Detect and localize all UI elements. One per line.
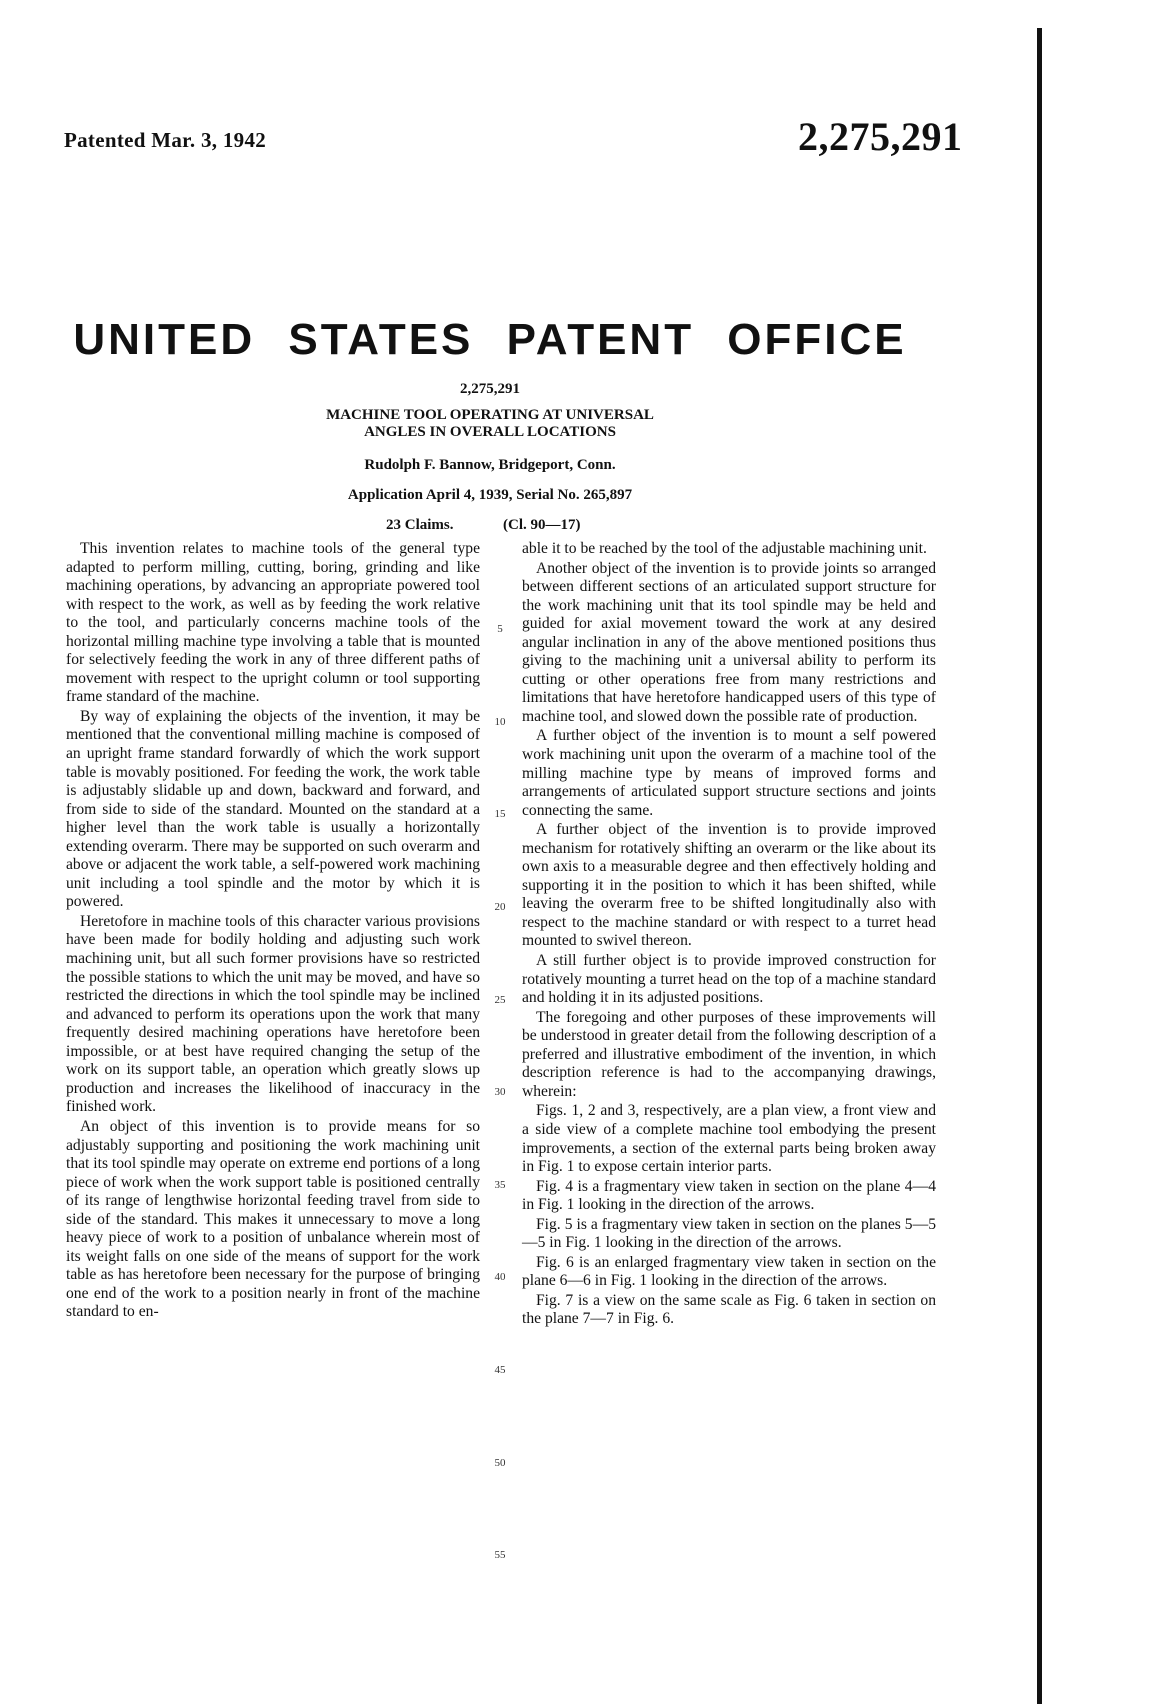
paragraph: This invention relates to machine tools of the general type adapted to perform milling, cutting, boring, grinding and like machining operations, by advancing an appropriate powered tool with respect to the work, as well as by feeding the work relative to the tool, and particularly concerns machine tools of the horizontal milling machine type involving a table that is mounted for selectively feeding the work in any of three different paths of movement with respect to the upright column or tool supporting frame standard of the machine. [66,540,480,706]
paragraph: Heretofore in machine tools of this character various provisions have been made for bodily holding and adjusting such work machining unit, but all such former provisions have so restricted the possible stations to which the unit may be moved, and have so restricted the directions in which the tool spindle may be inclined and advanced to perform its operations upon the work that many frequently desired machining operations have heretofore been impossible, or at best have required changing the setup of the work on its support table, an operation which greatly slows up production and increases the likelihood of inaccuracy in the finished work. [66,912,480,1116]
line-number: 25 [494,994,506,1006]
patent-title-line-1: MACHINE TOOL OPERATING AT UNIVERSAL [326,407,654,423]
patented-date: Patented Mar. 3, 1942 [64,128,267,152]
paragraph: The foregoing and other purposes of these improvements will be understood in greater detail from the following description of a preferred and illustrative embodiment of the invention, in which description reference is had to the accompanying drawings, wherein: [522,1008,936,1100]
classification: (Cl. 90—17) [503,517,581,533]
paragraph: A still further object is to provide improved construction for rotatively mounting a turret head on the top of a machine standard and holding it in its adjusted positions. [522,952,936,1007]
inventor: Rudolph F. Bannow, Bridgeport, Conn. [364,457,616,473]
page-edge-line [1037,28,1042,1704]
paragraph: An object of this invention is to provide means for so adjustably supporting and positioning the work machining unit that its tool spindle may operate on extreme end portions of a long piece of work when the work support table is positioned centrally of its range of lengthwise horizontal feeding travel from side to side of the standard. This makes it unnecessary to move a long heavy piece of work to a position of unbalance wherein most of its weight falls on one side of the means of support for the work table as has heretofore been necessary for the purpose of bringing one end of the work to a position nearly in front of the machine standard to en- [66,1117,481,1321]
line-number: 5 [497,623,503,635]
paragraph: Figs. 1, 2 and 3, respectively, are a plan view, a front view and a side view of a complete machine tool embodying the present improvements, a section of the external parts being broken away in Fig. 1 to expose certain interior parts. [522,1102,936,1176]
line-number: 20 [494,901,506,913]
paragraph: A further object of the invention is to mount a self powered work machining unit upon the overarm of a machine tool of the milling machine type by means of improved forms and arrangements of articulated support structure sections and joints connecting the same. [522,727,936,819]
right-column [522,540,936,1330]
left-column [66,540,480,1323]
paragraph: Fig. 4 is a fragmentary view taken in section on the plane 4—4 in Fig. 1 looking in the direction of the arrows. [522,1177,936,1214]
paragraph: Another object of the invention is to provide joints so arranged between different sections of an articulated support structure for the work machining unit that its tool spindle may be held and guided for axial movement toward the work at any desired angular inclination in any of the above mentioned positions thus giving to the machining unit a universal ability to perform its cutting or other operations free from many restrictions and limitations that have heretofore handicapped users of this type of machine tool, and slowed down the possible rate of production. [522,559,936,725]
office-title: UNITED STATES PATENT OFFICE [73,315,907,364]
paragraph: Fig. 7 is a view on the same scale as Fig. 6 taken in section on the plane 7—7 in Fig. 6. [522,1291,936,1328]
line-number: 15 [494,808,506,820]
line-number: 40 [494,1271,506,1283]
line-number: 35 [494,1179,506,1191]
line-number: 45 [494,1364,506,1376]
patent-title-line-2: ANGLES IN OVERALL LOCATIONS [364,424,616,440]
paragraph: By way of explaining the objects of the invention, it may be mentioned that the conventional milling machine is composed of an upright frame standard forwardly of which the work support table is movably positioned. For feeding the work, the work table is adjustably slidable up and down, backward and forward, and from side to side of the standard. Mounted on the standard at a higher level than the work table is usually a horizontally extending overarm. There may be supported on such overarm and above or adjacent the work table, a self-powered work machining unit including a tool spindle and the motor by which it is powered. [66,707,480,911]
claims-count: 23 Claims. [386,517,454,533]
line-number: 30 [494,1086,506,1098]
line-number: 10 [494,716,506,728]
patent-title [0,407,980,441]
patent-number-header: 2,275,291 [798,114,963,159]
application-info: Application April 4, 1939, Serial No. 265,897 [347,487,633,503]
paragraph: A further object of the invention is to provide improved mechanism for rotatively shifting an overarm or the like about its own axis to a measurable degree and then effectively holding and supporting it in the position to which it has been shifted, while leaving the overarm free to be shifted longitudinally also with respect to the machine standard or with respect to a turret head mounted to swivel thereon. [522,821,936,950]
line-number: 55 [494,1549,506,1561]
paragraph: Fig. 5 is a fragmentary view taken in section on the planes 5—5—5 in Fig. 1 looking in the direction of the arrows. [522,1215,936,1252]
paragraph: Fig. 6 is an enlarged fragmentary view taken in section on the plane 6—6 in Fig. 1 looking in the direction of the arrows. [522,1253,936,1290]
paragraph: able it to be reached by the tool of the adjustable machining unit. [522,540,927,557]
line-number: 50 [494,1457,506,1469]
patent-number: 2,275,291 [460,381,520,397]
